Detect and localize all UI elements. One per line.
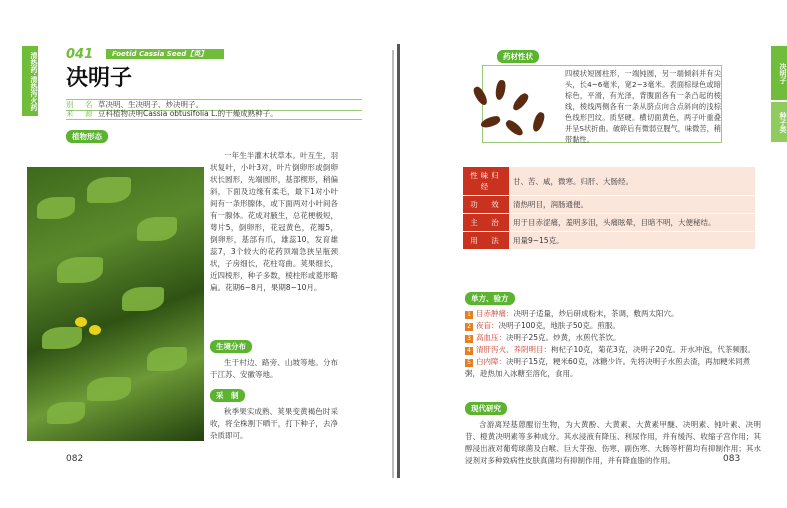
property-value: 用量9~15克。 (509, 232, 755, 250)
properties-text: 四棱状短圆柱形，一端钝圆，另一端倾斜并有尖头，长4~6毫米，宽2~3毫米。表面棕绿色或暗棕色，平滑，有光泽，背腹面各有一条凸起的棱线，棱线两侧各有一条从脐点向合点斜向的浅棕色线形凹纹。质坚硬。横切面黄色，两子叶重叠并呈S状折曲。破碎后有微弱豆腥气，味微苦，稍带黏性。 (565, 69, 721, 144)
recipe-item (465, 320, 757, 332)
left-page (22, 44, 390, 474)
seed-category-tab: 种子类 (771, 102, 787, 142)
recipe-text: 决明子适量，炒后研成粉末，茶调，敷两太阳穴。 (513, 309, 679, 318)
section-properties: 药材性状 (497, 50, 539, 63)
property-row (463, 214, 755, 232)
recipe-item (465, 356, 757, 380)
section-recipes: 单方、验方 (465, 292, 515, 305)
right-page (405, 44, 771, 474)
property-key: 性味归经 (463, 167, 509, 196)
recipe-list (465, 308, 757, 380)
english-name: Foetid Cassia Seed【英】 (106, 49, 224, 59)
section-distribution: 生境分布 (210, 340, 252, 353)
seed-photo (464, 78, 554, 144)
recipe-number: 2 (465, 323, 473, 331)
recipe-number: 5 (465, 359, 473, 367)
property-row (463, 196, 755, 214)
recipe-heading: 高血压： (476, 333, 506, 342)
page-number: 083 (723, 454, 741, 464)
property-key: 用 法 (463, 232, 509, 250)
property-value: 甘、苦、咸，微寒。归肝、大肠经。 (509, 167, 755, 196)
section-harvest: 采 制 (210, 389, 245, 402)
category-tab: 清热药·清热泻火药 (22, 46, 38, 116)
recipe-text: 枸杞子10克，菊花3克，决明子20克。开水冲泡，代茶频服。 (551, 345, 755, 354)
recipe-text: 决明子25克。炒黄，水煎代茶饮。 (506, 333, 621, 342)
property-key: 功 效 (463, 196, 509, 214)
recipe-text: 决明子100克，地肤子50克。煎服。 (498, 321, 620, 330)
recipe-item (465, 308, 757, 320)
property-row (463, 167, 755, 196)
property-value: 清热明目，润肠通便。 (509, 196, 755, 214)
recipe-text: 决明子15克，粳米60克，冰糖少许。先将决明子水煎去渣，再加粳米同煮粥，趁热加入冰糖至溶化，食用。 (465, 357, 751, 378)
page-title: 决明子 (66, 66, 133, 91)
recipe-number: 1 (465, 311, 473, 319)
source-value: 豆科植物决明Cassia obtusifolia L.的干燥成熟种子。 (98, 109, 278, 118)
source-row (66, 109, 362, 120)
harvest-text: 秋季果实成熟、荚果变黄褐色时采收，将全株割下晒干，打下种子，去净杂质即可。 (210, 407, 338, 440)
property-row (463, 232, 755, 250)
source-key: 来 源 (66, 109, 95, 118)
property-value: 用于目赤涩痛，羞明多泪，头痛眩晕，目暗不明，大便秘结。 (509, 214, 755, 232)
recipe-number: 3 (465, 335, 473, 343)
herb-tab: 决明子 (771, 46, 787, 100)
morphology-text: 一年生半灌木状草本。叶互生，羽状复叶，小叶3对，叶片倒卵形或倒卵状长圆形，先端圆形，基部楔形，稍偏斜，下面及边缘有柔毛，最下1对小叶间有一条形腺体，或下面两对小叶间各有一腺体。花成对腋生，总花梗极短，萼片5，倒卵形，花冠黄色，花瓣5，倒卵形，基部有爪，雄蕊10，发育雄蕊7，3个较大的花药顶端急狭呈瓶颈状，子房细长，花柱弯曲。荚果细长，近四棱形，种子多数，棱柱形或菱形略扁。花期6~8月，果期8~10月。 (210, 151, 338, 292)
property-table (463, 167, 755, 250)
property-key: 主 治 (463, 214, 509, 232)
recipe-item (465, 344, 757, 356)
recipe-heading: 夜盲： (476, 321, 499, 330)
recipe-item (465, 332, 757, 344)
plant-photo (27, 167, 204, 441)
entry-number: 041 (66, 47, 94, 62)
recipe-heading: 目赤肿痛： (476, 309, 514, 318)
recipe-number: 4 (465, 347, 473, 355)
recipe-heading: 清肝泻火、养阴明目： (476, 345, 551, 354)
section-modern-research: 现代研究 (465, 402, 507, 415)
page-gutter-shadow (392, 50, 394, 478)
page-number: 082 (66, 454, 84, 464)
alias-key: 别 名 (66, 100, 95, 109)
section-morphology: 植物形态 (66, 130, 108, 143)
alias-value: 草决明、生决明子、炒决明子。 (98, 100, 203, 109)
modern-research-text: 含游离羟基蒽醌衍生物，为大黄酚、大黄素、大黄素甲醚、决明素、钝叶素、决明苷、橙黄决明素等多种成分。其水浸液有降压、利尿作用，并有缓泻、收缩子宫作用；其醇浸出液对葡萄球菌及白喉、巨大芽孢、伤寒、副伤寒、大肠等杆菌均有抑制作用；其水浸剂对多种致病性皮肤真菌均有抑制作用，并有降血脂的作用。 (465, 420, 761, 465)
recipe-heading: 白内障： (476, 357, 506, 366)
distribution-text: 生于村边、路旁、山坡等地。分布于江苏、安徽等地。 (210, 358, 338, 379)
book-spine (397, 44, 400, 478)
